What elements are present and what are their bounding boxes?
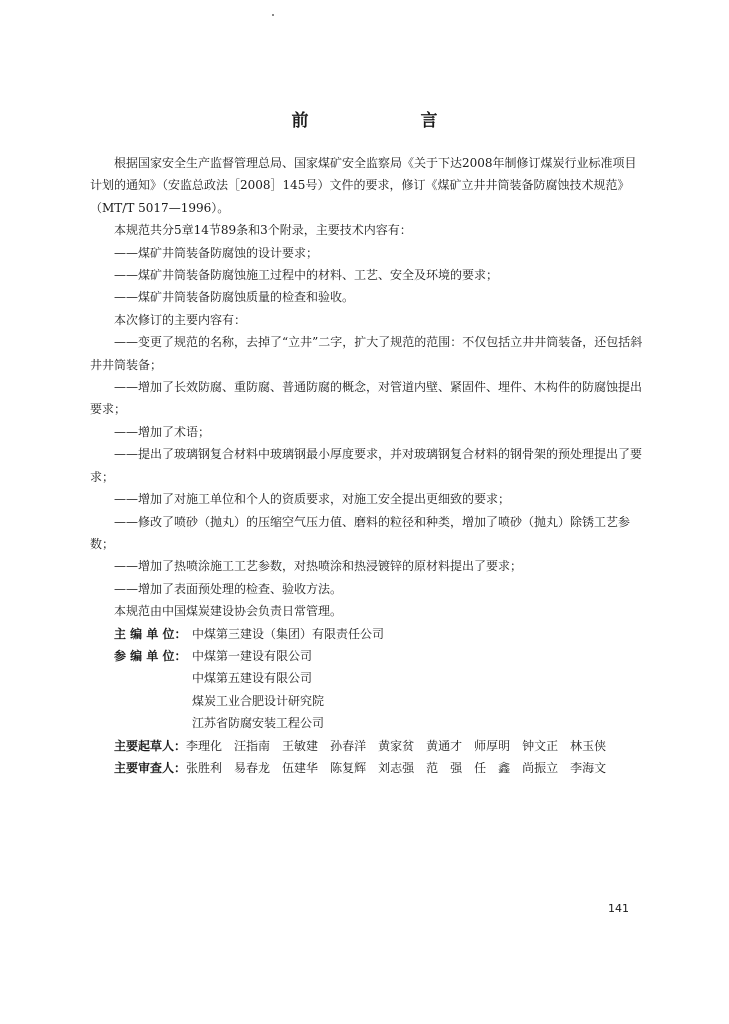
list-item: ——修改了喷砂（抛丸）的压缩空气压力值、磨料的粒径和种类，增加了喷砂（抛丸）除锈工艺参数； [90,514,631,551]
editor-unit-label: 主 编 单 位： [114,626,187,641]
preface-body [90,152,647,779]
editor-unit-name: 中煤第三建设（集团）有限责任公司 [192,626,385,641]
list-item: ——增加了对施工单位和个人的资质要求，对施工安全提出更细致的要求； [114,492,511,507]
scan-speck [272,14,274,16]
list-item: 李海文 [570,760,607,775]
list-item: 李理化 [186,738,223,753]
list-item: 孙春洋 [330,738,367,753]
list-item: 中煤第一建设有限公司 [192,648,313,663]
paragraph-revisions: 本次修订的主要内容有： [114,312,247,327]
list-item: ——提出了玻璃钢复合材料中玻璃钢最小厚度要求，并对玻璃钢复合材料的钢骨架的预处理提出了要求； [90,447,643,484]
list-item: 煤炭工业合肥设计研究院 [192,693,325,708]
list-item: 陈复辉 [330,760,367,775]
page-number: 141 [608,902,629,915]
page-title: 前 言 [291,111,464,131]
list-item: ——煤矿井筒装备防腐蚀质量的检查和验收。 [114,290,355,305]
reviewers-label: 主要审查人： [114,760,187,775]
list-item: 中煤第五建设有限公司 [192,671,313,686]
list-item: 尚振立 [522,760,559,775]
list-item: 刘志强 [378,760,415,775]
list-item: ——增加了长效防腐、重防腐、普通防腐的概念，对管道内壁、紧固件、埋件、木构件的防腐蚀提出要求； [90,380,643,417]
paragraph-intro: 根据国家安全生产监督管理总局、国家煤矿安全监察局《关于下达2008年制修订煤炭行业标准项目计划的通知》（安监总政法［2008］145号）文件的要求，修订《煤矿立井井筒装备防腐蚀技术规范》（MT/T 5017—1996）。 [90,156,637,215]
list-item: 钟文正 [522,738,559,753]
drafters-row [90,735,647,757]
list-item: 张胜利 [186,760,223,775]
list-item: 师厚明 [474,738,511,753]
reviewers-row [90,757,647,779]
list-item: 王敏建 [282,738,319,753]
list-item: ——煤矿井筒装备防腐蚀施工过程中的材料、工艺、安全及环境的要求； [114,268,499,283]
list-item: 黄通才 [426,738,463,753]
paragraph-contents: 本规范共分5章14节89条和3个附录，主要技术内容有： [114,223,412,238]
drafters-names [186,735,606,757]
list-item: 易春龙 [234,760,271,775]
list-item: 江苏省防腐安装工程公司 [192,716,325,731]
participating-units-label: 参 编 单 位： [114,648,187,663]
editor-unit-row [90,623,647,645]
list-item: ——增加了热喷涂施工工艺参数，对热喷涂和热浸镀锌的原材料提出了要求； [114,559,523,574]
drafters-label: 主要起草人： [114,738,187,753]
list-item: ——变更了规范的名称，去掉了“立井”二字，扩大了规范的范围：不仅包括立井井筒装备，还包括斜井井筒装备； [90,335,643,372]
list-item: ——增加了表面预处理的检查、验收方法。 [114,581,343,596]
participating-units-row [90,645,647,735]
paragraph-management: 本规范由中国煤炭建设协会负责日常管理。 [114,604,343,619]
participating-units-list [192,645,324,735]
list-item: 范 强 [426,760,463,775]
list-item: ——增加了术语； [114,424,211,439]
list-item: ——煤矿井筒装备防腐蚀的设计要求； [114,245,319,260]
list-item: 汪指南 [234,738,271,753]
list-item: 黄家贫 [378,738,415,753]
list-item: 任 鑫 [474,760,511,775]
reviewers-names [186,757,606,779]
list-item: 林玉侠 [570,738,607,753]
list-item: 伍建华 [282,760,319,775]
